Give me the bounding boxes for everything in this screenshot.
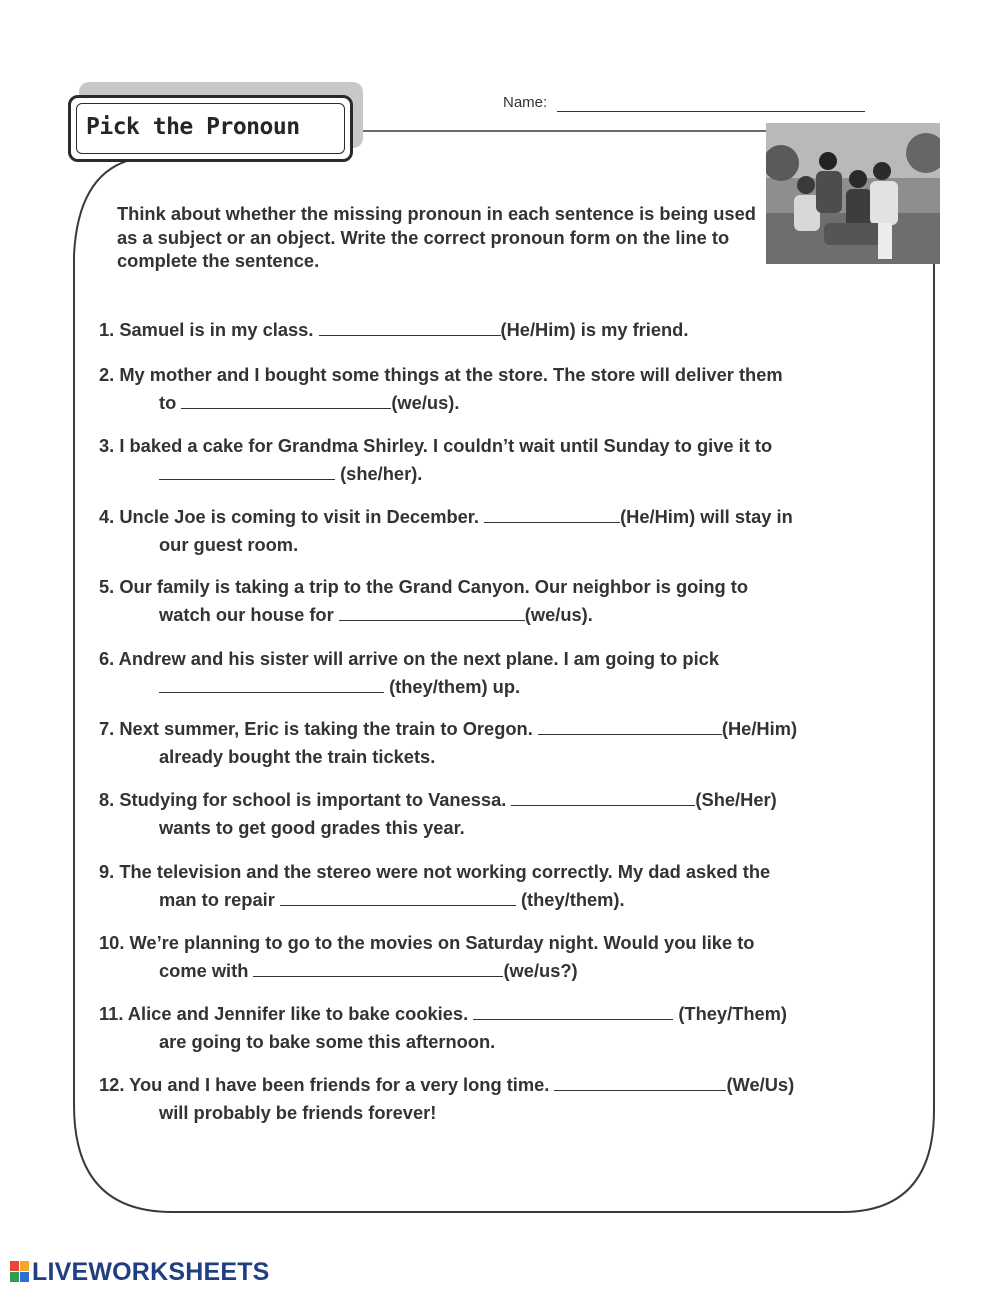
question-2: 2. My mother and I bought some things at the store. The store will deliver them to (we/us). [99, 364, 783, 413]
logo-text: LIVEWORKSHEETS [32, 1258, 270, 1286]
family-photo [766, 123, 940, 264]
instructions: Think about whether the missing pronoun in each sentence is being used as a subject or an object. Write the correct pronoun form on the line to complete the sentence. [117, 203, 756, 271]
answer-blank-7[interactable] [538, 719, 722, 735]
question-10: 10. We’re planning to go to the movies on Saturday night. Would you like to come with (we/us?) [99, 932, 755, 981]
question-9: 9. The television and the stereo were not working correctly. My dad asked the man to repair (they/them). [99, 861, 771, 910]
answer-blank-8[interactable] [511, 790, 695, 806]
answer-blank-4[interactable] [484, 507, 620, 523]
answer-blank-3[interactable] [159, 464, 335, 480]
question-8: 8. Studying for school is important to Vanessa. (She/Her) wants to get good grades this year. [99, 789, 777, 838]
name-input-line[interactable] [557, 111, 865, 112]
question-5: 5. Our family is taking a trip to the Grand Canyon. Our neighbor is going to watch our house for (we/us). [99, 576, 749, 625]
question-6: 6. Andrew and his sister will arrive on the next plane. I am going to pick (they/them) up. [99, 648, 720, 697]
answer-blank-6[interactable] [159, 677, 384, 693]
question-7: 7. Next summer, Eric is taking the train to Oregon. (He/Him) already bought the train tickets. [99, 718, 798, 767]
name-label: Name: [503, 94, 548, 111]
answer-blank-12[interactable] [554, 1075, 726, 1091]
answer-blank-1[interactable] [319, 320, 501, 336]
question-3: 3. I baked a cake for Grandma Shirley. I couldn’t wait until Sunday to give it to (she/her). [99, 435, 773, 484]
answer-blank-5[interactable] [339, 605, 525, 621]
question-1: 1. Samuel is in my class. (He/Him) is my friend. [99, 319, 689, 340]
logo-icon [10, 1261, 30, 1283]
question-12: 12. You and I have been friends for a very long time. (We/Us) will probably be friends forever! [99, 1074, 795, 1123]
question-11: 11. Alice and Jennifer like to bake cookies. (They/Them) are going to bake some this afternoon. [99, 1003, 788, 1052]
question-4: 4. Uncle Joe is coming to visit in December. (He/Him) will stay in our guest room. [99, 506, 793, 555]
worksheet-title: Pick the Pronoun [86, 114, 300, 140]
answer-blank-11[interactable] [473, 1004, 673, 1020]
answer-blank-10[interactable] [253, 961, 503, 977]
answer-blank-2[interactable] [181, 393, 391, 409]
answer-blank-9[interactable] [280, 890, 516, 906]
